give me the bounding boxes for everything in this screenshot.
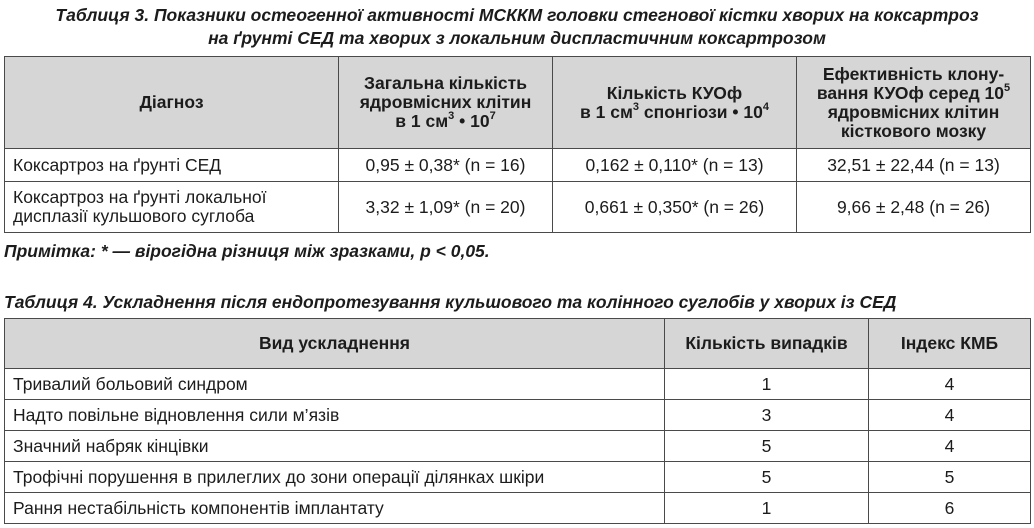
table-row (5, 493, 1031, 524)
table4-cell-cases: 3 (665, 400, 869, 431)
table4-cell-kmb-index: 6 (869, 493, 1031, 524)
table3-cell-total-cells: 0,95 ± 0,38* (n = 16) (339, 149, 553, 182)
table4-cell-cases: 5 (665, 462, 869, 493)
table4-header-kmb-index: Індекс КМБ (869, 319, 1031, 369)
table4-cell-cases: 5 (665, 431, 869, 462)
table-row (5, 431, 1031, 462)
table3-header-cloning: Ефективність клону- вання КУОф серед $10^5$ ядровмісних клітин кісткового мозку (797, 57, 1031, 149)
table4-cell-complication: Значний набряк кінцівки (5, 431, 665, 462)
table3-cell-cloning: 32,51 ± 22,44 (n = 13) (797, 149, 1031, 182)
table4-cell-complication: Надто повільне відновлення сили м’язів (5, 400, 665, 431)
table3 (4, 56, 1031, 233)
table3-header-diagnosis: Діагноз (5, 57, 339, 149)
table4-caption: Таблиця 4. Ускладнення після ендопротезування кульшового та колінного суглобів у хворих із СЕД (4, 292, 897, 312)
table-row (5, 400, 1031, 431)
table-row (5, 182, 1031, 233)
table-row (5, 462, 1031, 493)
table3-caption-line2: на ґрунті СЕД та хворих з локальним диспластичним коксартрозом (208, 28, 826, 48)
table3-cell-cloning: 9,66 ± 2,48 (n = 26) (797, 182, 1031, 233)
table4-cell-kmb-index: 4 (869, 431, 1031, 462)
table4-cell-cases: 1 (665, 493, 869, 524)
table3-cell-diagnosis: Коксартроз на ґрунті локальної дисплазії кульшового суглоба (5, 182, 339, 233)
table4-cell-complication: Рання нестабільність компонентів імплантату (5, 493, 665, 524)
table3-header-row (5, 57, 1031, 149)
table4-cell-complication: Тривалий больовий синдром (5, 369, 665, 400)
table-row (5, 369, 1031, 400)
table4-cell-kmb-index: 4 (869, 369, 1031, 400)
table4-cell-cases: 1 (665, 369, 869, 400)
table3-cell-cfu-count: 0,661 ± 0,350* (n = 26) (553, 182, 797, 233)
table3-cell-cfu-count: 0,162 ± 0,110* (n = 13) (553, 149, 797, 182)
table4-header-row (5, 319, 1031, 369)
table3-caption-line1: Таблиця 3. Показники остеогенної активності МСККМ головки стегнової кістки хворих на коксартроз (55, 5, 979, 25)
table4-header-complication: Вид ускладнення (5, 319, 665, 369)
table-row (5, 149, 1031, 182)
table3-cell-total-cells: 3,32 ± 1,09* (n = 20) (339, 182, 553, 233)
table3-header-cfu-count: Кількість КУОф в 1 $см^3$ спонгіози • $10^4$ (553, 57, 797, 149)
table3-cell-diagnosis: Коксартроз на ґрунті СЕД (5, 149, 339, 182)
table4-cell-kmb-index: 4 (869, 400, 1031, 431)
table4 (4, 318, 1031, 524)
table3-note: Примітка: * — вірогідна різниця між зразками, p < 0,05. (4, 241, 490, 261)
table4-header-cases: Кількість випадків (665, 319, 869, 369)
table4-cell-complication: Трофічні порушення в прилеглих до зони операції ділянках шкіри (5, 462, 665, 493)
table4-cell-kmb-index: 5 (869, 462, 1031, 493)
table3-header-total-cells: Загальна кількість ядровмісних клітин в 1 $см^3$ • $10^7$ (339, 57, 553, 149)
